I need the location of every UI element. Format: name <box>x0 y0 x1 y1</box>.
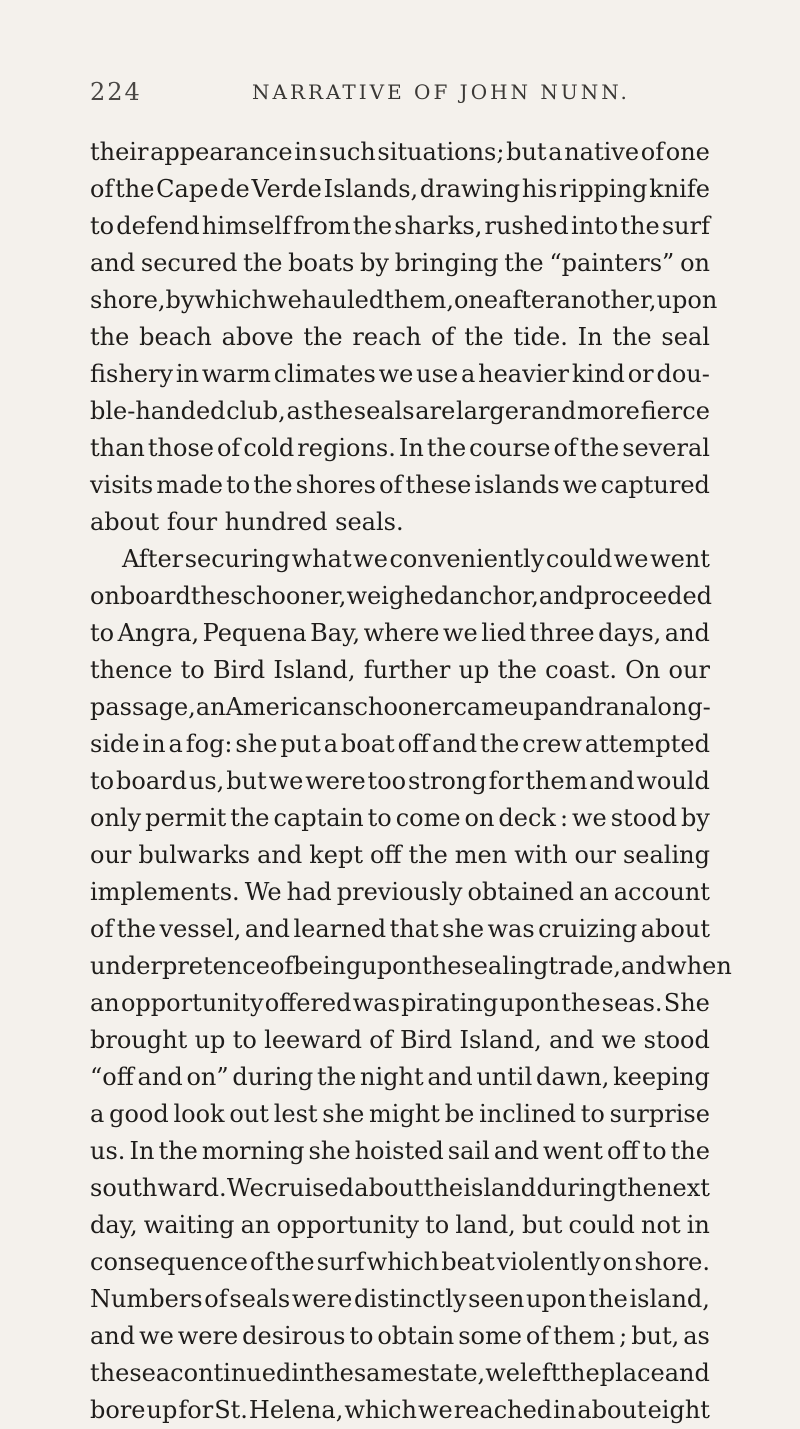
text-line: about four hundred seals. <box>90 508 404 536</box>
text-line: implements. We had previously obtained an account <box>90 878 710 906</box>
text-line: day, waiting an opportunity to land, but could not in <box>90 1211 710 1239</box>
text-line: Numbers of seals were distinctly seen upon the island, <box>90 1285 710 1313</box>
text-line: of the vessel, and learned that she was cruizing about <box>90 915 710 943</box>
text-line: “off and on” during the night and until dawn, keeping <box>90 1063 710 1091</box>
text-line: consequence of the surf which beat violently on shore. <box>90 1248 710 1276</box>
text-line: to board us, but we were too strong for them and would <box>90 767 710 795</box>
text-line: fishery in warm climates we use a heavier kind or dou- <box>90 360 710 388</box>
text-line: side in a fog: she put a boat off and the crew attempted <box>90 730 710 758</box>
text-line: a good look out lest she might be inclined to surprise <box>90 1100 710 1128</box>
text-line: an opportunity offered was pirating upon the seas. She <box>90 989 710 1017</box>
text-line: bore up for St. Helena, which we reached in about eight <box>90 1396 710 1424</box>
text-line: southward. We cruised about the island during the next <box>90 1174 710 1202</box>
text-line: ble-handed club, as the seals are larger and more fierce <box>90 397 710 425</box>
text-line: the sea continued in the same state, we left the place and <box>90 1359 710 1387</box>
running-header <box>90 78 710 112</box>
text-line: us. In the morning she hoisted sail and went off to the <box>90 1137 710 1165</box>
text-line: on board the schooner, weighed anchor, and proceeded <box>90 582 713 610</box>
text-line: After securing what we conveniently could we went <box>122 545 710 573</box>
text-line: shore, by which we hauled them, one after another, upon <box>90 286 718 314</box>
text-line: their appearance in such situations; but a native of one <box>90 138 710 166</box>
text-line: than those of cold regions. In the course of the several <box>90 434 710 462</box>
text-line: only permit the captain to come on deck : we stood by <box>90 804 710 832</box>
text-line: under pretence of being upon the sealing trade, and when <box>90 952 732 980</box>
running-title: NARRATIVE OF JOHN NUNN. <box>252 80 630 104</box>
text-line: thence to Bird Island, further up the coast. On our <box>90 656 710 684</box>
text-line: visits made to the shores of these islands we captured <box>90 471 710 499</box>
text-line: and we were desirous to obtain some of them ; but, as <box>90 1322 710 1350</box>
text-line: to Angra, Pequena Bay, where we lied three days, and <box>90 619 710 647</box>
text-line: our bulwarks and kept off the men with our sealing <box>90 841 710 869</box>
body-text <box>90 134 732 1429</box>
text-line: of the Cape de Verde Islands, drawing his ripping knife <box>90 175 710 203</box>
page-number: 224 <box>90 78 142 106</box>
text-line: brought up to leeward of Bird Island, and we stood <box>90 1026 710 1054</box>
text-line: passage, an American schooner came up and ran along- <box>90 693 711 721</box>
text-line: the beach above the reach of the tide. In the seal <box>90 323 710 351</box>
text-line: to defend himself from the sharks, rushed into the surf <box>90 212 710 240</box>
text-line: and secured the boats by bringing the “painters” on <box>90 249 710 277</box>
